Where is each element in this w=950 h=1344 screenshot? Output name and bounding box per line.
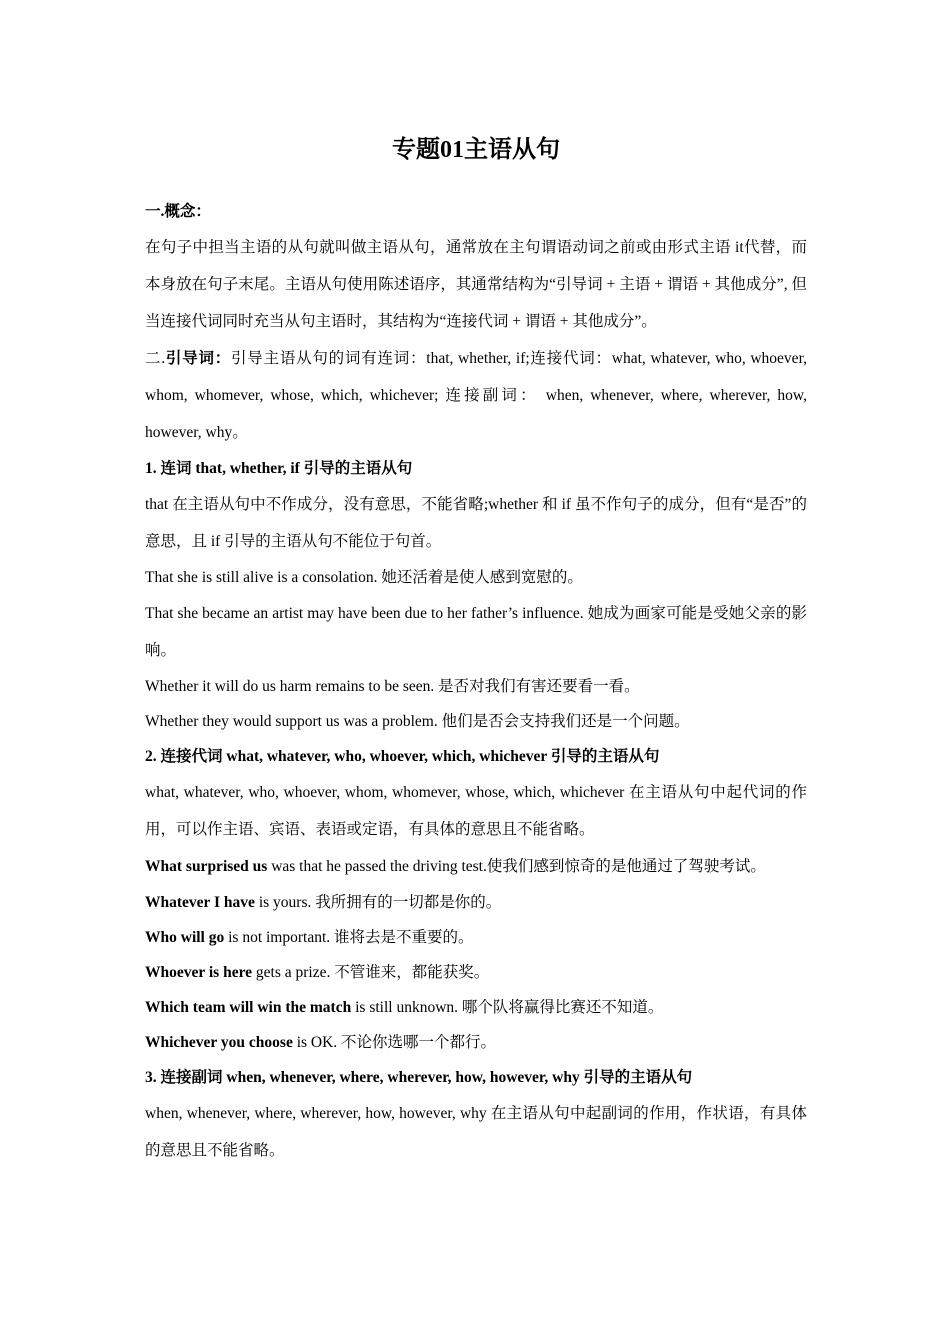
- part2-example: [145, 990, 807, 1025]
- part2-example: [145, 848, 807, 885]
- example-clause: Whichever you choose: [145, 1034, 293, 1051]
- part2-example: [145, 955, 807, 990]
- section-introducers-label: 引导词：: [165, 350, 232, 367]
- example-rest: is still unknown. 哪个队将赢得比赛还不知道。: [351, 999, 664, 1016]
- part2-example: [145, 1025, 807, 1060]
- section-introducers-paragraph: [145, 340, 807, 451]
- section-concept-body: 在句子中担当主语的从句就叫做主语从句，通常放在主句谓语动词之前或由形式主语 it代替，而本身放在句子末尾。主语从句使用陈述语序，其通常结构为“引导词 + 主语 + 谓语 + 其他成分”, 但当连接代词同时充当从句主语时，其结构为“连接代词 + 谓语 + 其他成分”。: [145, 239, 807, 330]
- part3-explanation: when, whenever, where, wherever, how, however, why 在主语从句中起副词的作用，作状语，有具体的意思且不能省略。: [145, 1105, 807, 1159]
- part1-heading: 1. 连词 that, whether, if 引导的主语从句: [145, 460, 413, 477]
- part1-example: Whether they would support us was a problem. 他们是否会支持我们还是一个问题。: [145, 713, 690, 730]
- example-clause: What surprised us: [145, 858, 268, 875]
- example-rest: is not important. 谁将去是不重要的。: [224, 929, 474, 946]
- part3-heading: 3. 连接副词 when, whenever, where, wherever, how, however, why 引导的主语从句: [145, 1069, 693, 1086]
- part2-heading: 2. 连接代词 what, whatever, who, whoever, which, whichever 引导的主语从句: [145, 748, 660, 765]
- part2-explanation: what, whatever, who, whoever, whom, whomever, whose, which, whichever 在主语从句中起代词的作用，可以作主语、宾语、表语或定语，有具体的意思且不能省略。: [145, 784, 807, 838]
- example-clause: Whatever I have: [145, 894, 255, 911]
- document-content: [145, 128, 807, 1169]
- page-title: 专题01主语从句: [392, 137, 560, 163]
- section-concept-heading: 一.概念：: [145, 203, 211, 220]
- part1-explanation: that 在主语从句中不作成分，没有意思，不能省略;whether 和 if 虽不作句子的成分，但有“是否”的意思，且 if 引导的主语从句不能位于句首。: [145, 496, 807, 550]
- part1-example: That she became an artist may have been due to her father’s influence. 她成为画家可能是受她父亲的影响。: [145, 605, 807, 659]
- part2-example: [145, 885, 807, 920]
- section-introducers-prefix: 二.: [145, 350, 166, 367]
- example-clause: Who will go: [145, 929, 225, 946]
- section-introducers-body: 引导主语从句的词有连词：that, whether, if;连接代词：what, whatever, who, whoever, whom, whomever, whose, which, whichever; 连接副词： when, whenever, where, wherever, how, however, why。: [145, 350, 807, 441]
- part1-example: Whether it will do us harm remains to be seen. 是否对我们有害还要看一看。: [145, 678, 640, 695]
- example-rest: is yours. 我所拥有的一切都是你的。: [254, 894, 502, 911]
- part1-example: That she is still alive is a consolation. 她还活着是使人感到宽慰的。: [145, 569, 583, 586]
- example-clause: Whoever is here: [145, 964, 253, 981]
- part2-example: [145, 920, 807, 955]
- example-rest: was that he passed the driving test.使我们感到惊奇的是他通过了驾驶考试。: [267, 858, 766, 875]
- example-rest: is OK. 不论你选哪一个都行。: [292, 1034, 497, 1051]
- example-rest: gets a prize. 不管谁来，都能获奖。: [252, 964, 490, 981]
- example-clause: Which team will win the match: [145, 999, 352, 1016]
